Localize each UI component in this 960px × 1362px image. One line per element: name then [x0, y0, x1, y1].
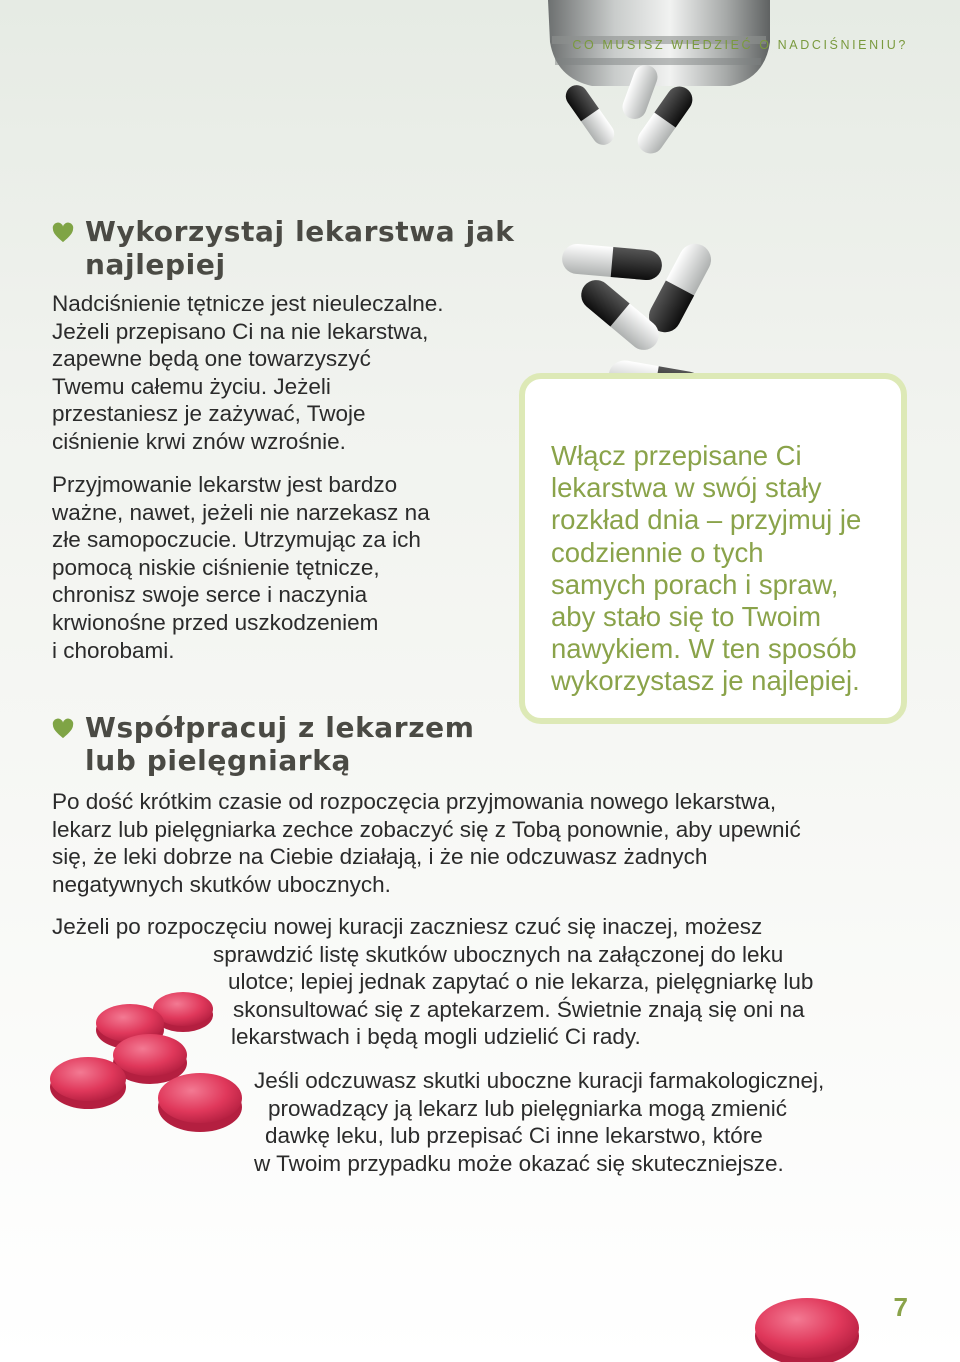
- heart-bullet-icon: [52, 222, 74, 244]
- red-tablet-illustration: [750, 1290, 865, 1362]
- page-number: 7: [893, 1292, 908, 1322]
- paragraph-dose-change: Jeśli odczuwasz skutki uboczne kuracji farmakologicznej, prowadzący ją lekarz lub pielęgniarka mogą zmienić dawkę leku, lub przepisać Ci inne lekarstwo, które w Twoim przypadku może okazać się skuteczniejsze.: [254, 1068, 825, 1176]
- tip-callout-text: Włącz przepisane Ci lekarstwa w swój stały rozkład dnia – przyjmuj je codziennie o tych samych porach i spraw, aby stało się to Twoim nawykiem. W ten sposób wykorzystasz je najlepiej.: [551, 440, 862, 697]
- paragraph-followup: Po dość krótkim czasie od rozpoczęcia przyjmowania nowego lekarstwa, lekarz lub pielęgniarka zechce zobaczyć się z Tobą ponownie, aby upewnić się, że leki dobrze na Ciebie działają, i że nie odczuwasz żadnych negatywnych skutków ubocznych.: [52, 789, 801, 897]
- paragraph-incurable: Nadciśnienie tętnicze jest nieuleczalne. Jeżeli przepisano Ci na nie lekarstwa, zapewne będą one towarzyszyć Twemu całemu życiu. Jeżeli przestaniesz je zażywać, Twoje ciśnienie krwi znów wzrośnie.: [52, 291, 444, 454]
- heart-bullet-icon: [52, 718, 74, 740]
- paragraph-side-effects: Jeżeli po rozpoczęciu nowej kuracji zaczniesz czuć się inaczej, możesz sprawdzić listę skutków ubocznych na załączonej do leku ulotce; lepiej jednak zapytać o nie lekarza, pielęgniarkę lub skonsultować się z aptekarzem. Świetnie znają się oni na lekarstwach i będą mogli udzielić Ci rady.: [52, 914, 814, 1050]
- red-tablets-illustration: [40, 975, 260, 1155]
- running-header: CO MUSISZ WIEDZIEĆ O NADCIŚNIENIU?: [572, 38, 908, 52]
- section-title-medication: Wykorzystaj lekarstwa jak najlepiej: [85, 215, 515, 281]
- paragraph-importance: Przyjmowanie lekarstw jest bardzo ważne, nawet, jeżeli nie narzekasz na złe samopoczucie. Utrzymując za ich pomocą niskie ciśnienie tętnicze, chronisz swoje serce i naczynia krwionośne przed uszkodzeniem i chorobami.: [52, 472, 430, 663]
- section-title-cooperate: Współpracuj z lekarzem lub pielęgniarką: [85, 711, 475, 777]
